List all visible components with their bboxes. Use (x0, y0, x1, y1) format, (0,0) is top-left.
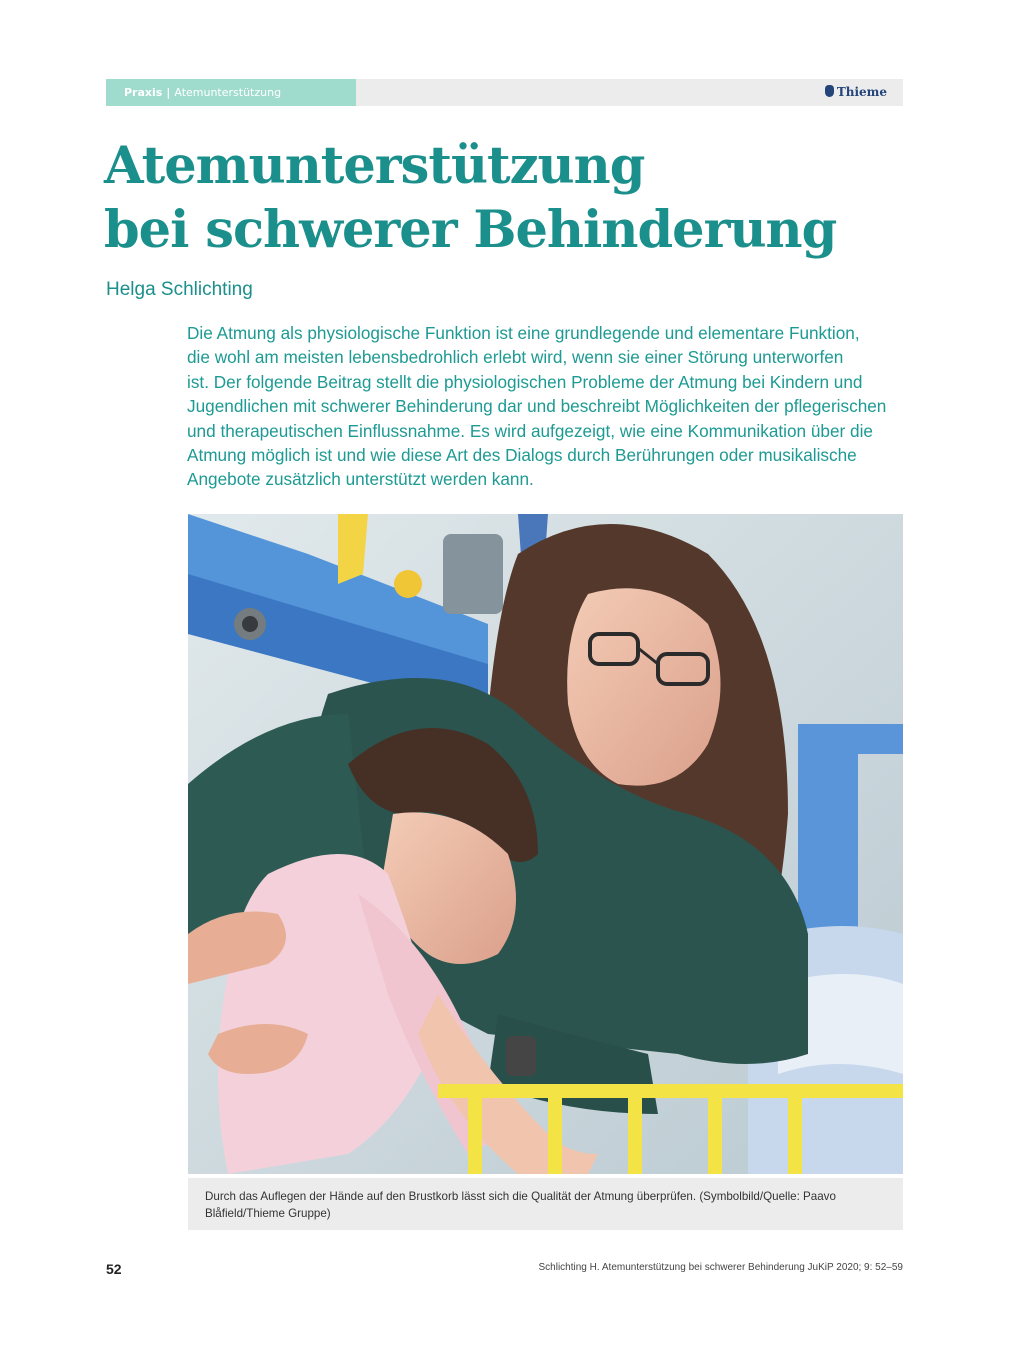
section-name: Praxis (124, 86, 163, 99)
abstract-line: ist. Der folgende Beitrag stellt die physiologischen Probleme der Atmung bei Kindern und (187, 371, 863, 392)
publisher-logo-text: Thieme (836, 85, 887, 99)
abstract-line: Atmung möglich ist und wie diese Art des Dialogs durch Berührungen oder musikalische (187, 445, 857, 466)
title-line: bei schwerer Behinderung (104, 200, 837, 260)
abstract-line: Jugendlichen mit schwerer Behinderung dar und beschreibt Möglichkeiten der pflegerischen (187, 396, 887, 417)
photo-illustration (188, 514, 903, 1174)
abstract-line: Angebote zusätzlich unterstützt werden kann. (187, 469, 534, 490)
abstract-line: die wohl am meisten lebensbedrohlich erlebt wird, wenn sie einer Störung unterworfen (187, 347, 844, 368)
abstract (187, 321, 907, 492)
abstract-line: Die Atmung als physiologische Funktion ist eine grundlegende und elementare Funktion, (187, 323, 860, 343)
caption-line: Durch das Auflegen der Hände auf den Brustkorb lässt sich die Qualität der Atmung überprüfen. (Symbolbild/Quelle: Paavo (205, 1190, 836, 1203)
publisher-logo (825, 79, 887, 106)
article-title (104, 134, 904, 262)
title-line: Atemunterstützung (104, 136, 645, 196)
thieme-crest-icon (825, 85, 834, 97)
section-separator: | (166, 86, 171, 99)
subsection-name: Atemunterstützung (174, 86, 282, 99)
running-header (106, 79, 903, 106)
figure-caption (188, 1178, 903, 1230)
page-number: 52 (106, 1261, 122, 1277)
section-label (106, 79, 356, 106)
author-name: Helga Schlichting (106, 279, 253, 300)
abstract-line: und therapeutischen Einflussnahme. Es wird aufgezeigt, wie eine Kommunikation über die (187, 420, 873, 441)
article-photo (188, 514, 903, 1174)
citation-line: Schlichting H. Atemunterstützung bei schwerer Behinderung JuKiP 2020; 9: 52–59 (538, 1262, 903, 1273)
caption-line: Blåfield/Thieme Gruppe) (205, 1207, 331, 1220)
